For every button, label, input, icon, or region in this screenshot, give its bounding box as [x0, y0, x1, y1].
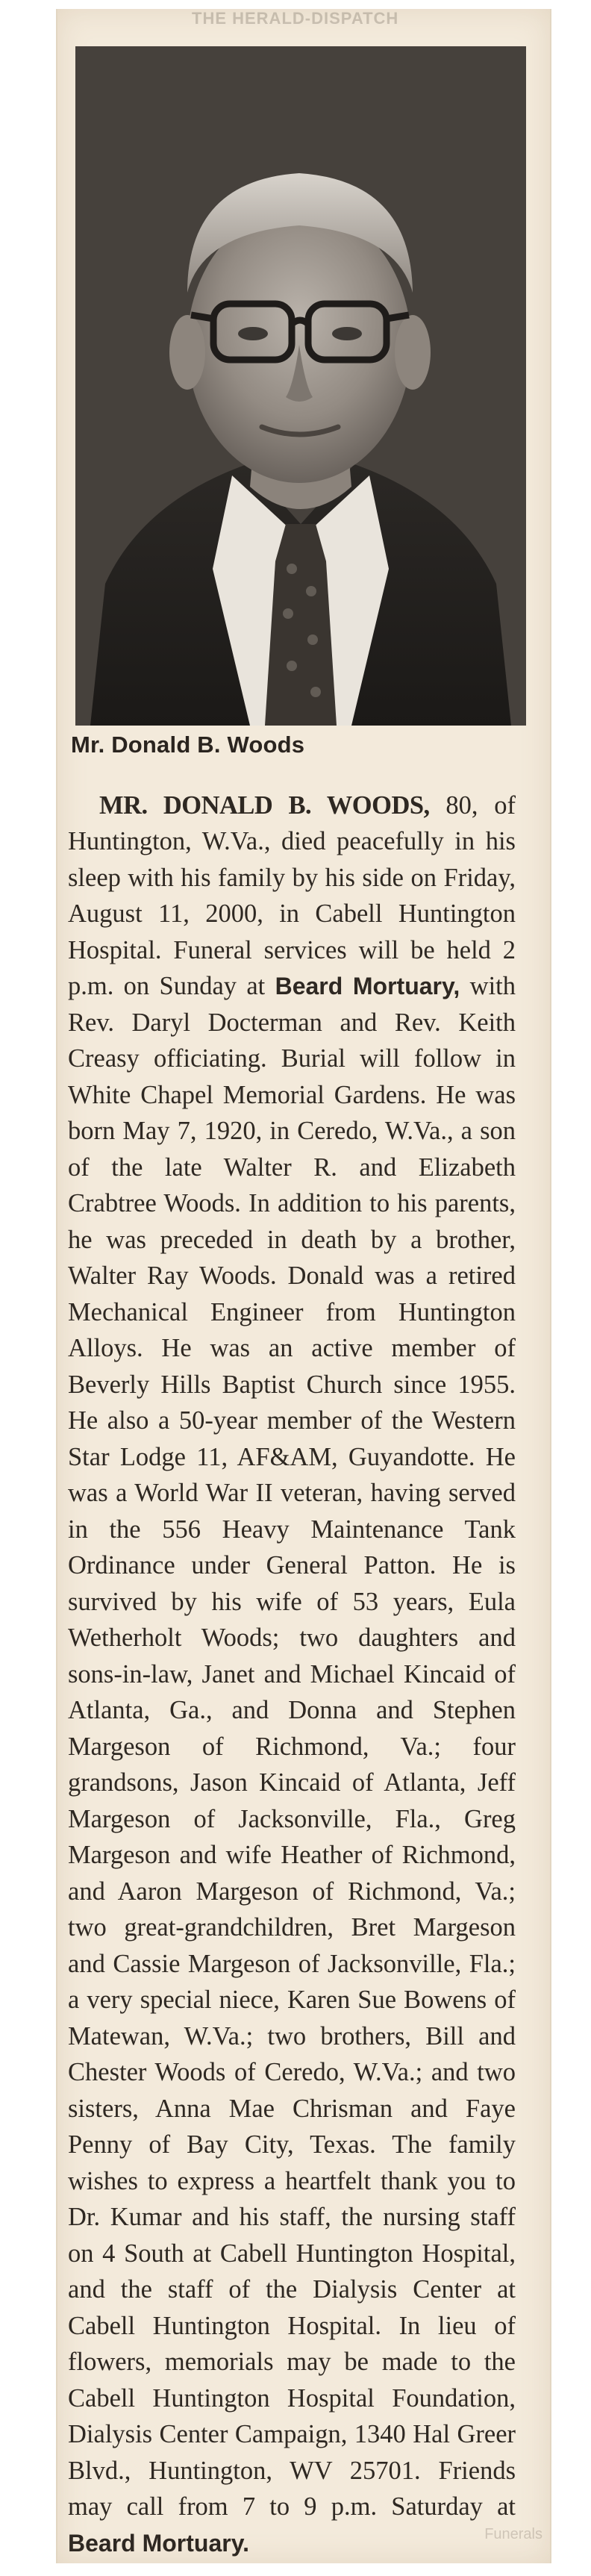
portrait-illustration	[75, 46, 526, 726]
newspaper-clipping	[56, 9, 551, 2563]
obituary-text-part-2: with Rev. Daryl Docterman and Rev. Keith Creasy officiating. Burial will follow in White Chapel Memorial Gardens. He was born May 7, 1920, in Ceredo, W.Va., a son of the late Walter R. and Elizabeth Crabtree Woods. In addition to his parents, he was preceded in death by a brother, Walter Ray Woods. Donald was a retired Mechanical Engineer from Huntington Alloys. He was an active member of Beverly Hills Baptist Church since 1955. He also a 50-year member of the Western Star Lodge 11, AF&AM, Guyandotte. He was a World War II veteran, having served in the 556 Heavy Maintenance Tank Ordinance under General Patton. He is survived by his wife of 53 years, Eula Wetherholt Woods; two daughters and sons-in-law, Janet and Michael Kincaid of Atlanta, Ga., and Donna and Stephen Margeson of Richmond, Va.; four grandsons, Jason Kincaid of Atlanta, Jeff Margeson of Jacksonville, Fla., Greg Margeson and wife Heather of Richmond, and Aaron Margeson of Richmond, Va.; two great-grandchildren, Bret Margeson and Cassie Margeson of Jacksonville, Fla.; a very special niece, Karen Sue Bowens of Matewan, W.Va.; two brothers, Bill and Chester Woods of Ceredo, W.Va.; and two sisters, Anna Mae Chrisman and Faye Penny of Bay City, Texas. The family wishes to express a heartfelt thank you to Dr. Kumar and his staff, the nursing staff on 4 South at Cabell Huntington Hospital, and the staff of the Dialysis Center at Cabell Huntington Hospital. In lieu of flowers, memorials may be made to the Cabell Huntington Hospital Foundation, Dialysis Center Campaign, 1340 Hal Greer Blvd., Huntington, WV 25701. Friends may call from 7 to 9 p.m. Saturday at	[68, 972, 516, 2521]
mortuary-name-2: Beard Mortuary.	[68, 2529, 250, 2557]
obituary-lead-name: MR. DONALD B. WOODS,	[99, 790, 430, 820]
mortuary-name-1: Beard Mortuary,	[275, 973, 460, 999]
portrait-photo	[75, 46, 526, 726]
obituary-body	[68, 788, 516, 2562]
obituary-text-part-1: 80, of Huntington, W.Va., died peacefully in his sleep with his family by his side on Friday, August 11, 2000, in Cabell Huntington Hospital. Funeral services will be held 2 p.m. on Sunday at	[68, 790, 516, 1000]
bleed-through-text-top: THE HERALD-DISPATCH	[192, 9, 399, 28]
bleed-through-text-bottom: Funerals	[484, 2526, 542, 2542]
photo-caption: Mr. Donald B. Woods	[71, 732, 305, 758]
